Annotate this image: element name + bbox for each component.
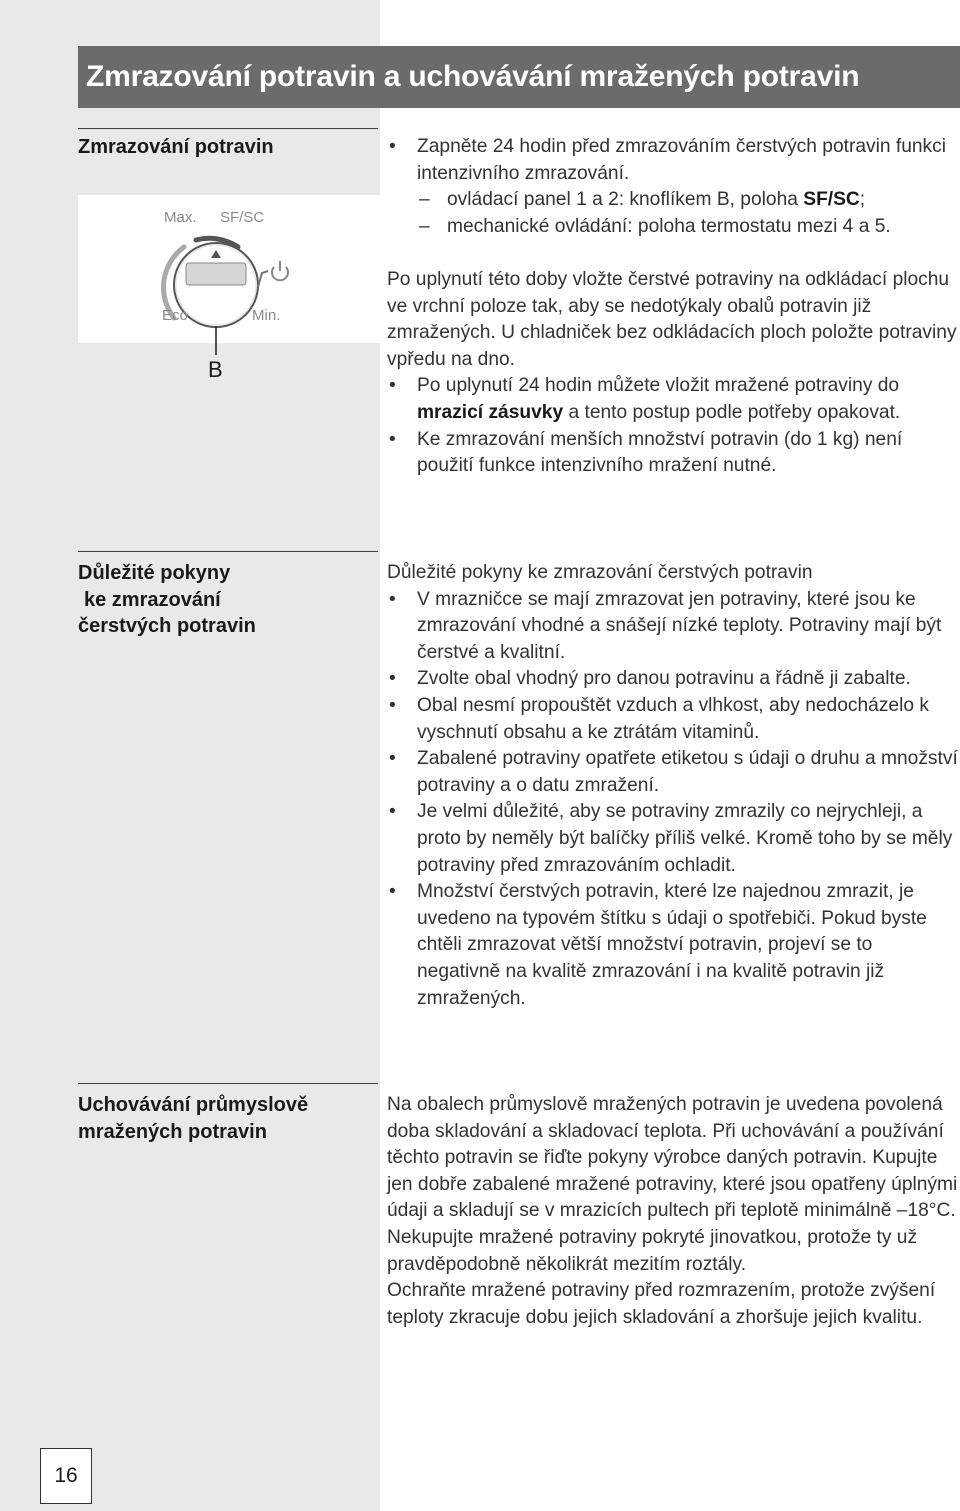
section2-content xyxy=(387,560,960,1012)
paragraph: Důležité pokyny ke zmrazování čerstvých potravin xyxy=(387,562,813,583)
section-rule xyxy=(78,1083,378,1084)
list-item: – ovládací panel 1 a 2: knoflíkem B, poloha SF/SC; xyxy=(387,187,960,214)
list-item: • Zapněte 24 hodin před zmrazováním čerstvých potravin funkci intenzivního zmrazování. xyxy=(387,134,960,187)
list-item: • Po uplynutí 24 hodin můžete vložit mražené potraviny do mrazicí zásuvky a tento postup podle potřeby opakovat. xyxy=(387,373,960,426)
list-item: • Obal nesmí propouštět vzduch a vlhkost, aby nedocházelo k vyschnutí obsahu a ke ztrátám vitaminů. xyxy=(387,693,960,746)
knob-label-sfsc: SF/SC xyxy=(220,209,265,226)
list-item: • Ke zmrazování menších množství potravin (do 1 kg) není použití funkce intenzivního mražení nutné. xyxy=(387,427,960,480)
list-item: • Zabalené potraviny opatřete etiketou s údaji o druhu a množství potraviny a o datu zmražení. xyxy=(387,746,960,799)
list-item: • V mrazničce se mají zmrazovat jen potraviny, které jsou ke zmrazování vhodné a snášejí nízké teploty. Potraviny mají být čerstvé a kvalitní. xyxy=(387,587,960,667)
section-rule xyxy=(78,128,378,129)
page-title: Zmrazování potravin a uchovávání mražených potravin xyxy=(86,60,860,93)
title-bar xyxy=(78,46,960,108)
list-item: – mechanické ovládání: poloha termostatu mezi 4 a 5. xyxy=(387,214,960,241)
knob-label-b: B xyxy=(208,357,223,382)
section-heading-freezing: Zmrazování potravin xyxy=(78,136,274,158)
section-heading-storage: Uchovávání průmyslově mražených potravin xyxy=(78,1094,309,1143)
control-knob-figure xyxy=(78,195,380,393)
knob-label-max: Max. xyxy=(164,209,197,226)
section-rule xyxy=(78,551,378,552)
paragraph: Po uplynutí této doby vložte čerstvé potraviny na odkládací plochu ve vrchní poloze tak, aby se nedotýkaly obalů potravin již zmražených. U chladniček bez odkládacích ploch položte potraviny vpředu na dno. xyxy=(387,268,957,370)
page-number: 16 xyxy=(40,1448,92,1504)
list-item: • Je velmi důležité, aby se potraviny zmrazily co nejrychleji, a proto by neměly být balíčky příliš velké. Kromě toho by se měly potraviny před zmrazováním ochladit. xyxy=(387,799,960,879)
knob-label-eco: Eco xyxy=(162,307,188,324)
list-item: • Množství čerstvých potravin, které lze najednou zmrazit, je uvedeno na typovém štítku s údaji o spotřebiči. Pokud byste chtěli zmrazovat větší množství potravin, projeví se to negativně na kvalitě zmrazování i na kvalitě potravin již zmražených. xyxy=(387,879,960,1012)
paragraph: Ochraňte mražené potraviny před rozmrazením, protože zvýšení teploty zkracuje dobu jejich skladování a zhoršuje jejich kvalitu. xyxy=(387,1280,936,1328)
section3-content xyxy=(387,1092,960,1331)
paragraph: Na obalech průmyslově mražených potravin je uvedena povolená doba skladování a skladovací teplota. Při uchovávání a používání těchto potravin se řiďte pokyny výrobce daných potravin. Kupujte jen dobře zabalené mražené potraviny, které jsou opatřeny úplnými údaji a skladují se v mrazicích pultech při teplotě minimálně –18°C. Nekupujte mražené potraviny pokryté jinovatkou, protože ty už pravděpodobně několikrát mezitím roztály. xyxy=(387,1094,958,1275)
list-item: • Zvolte obal vhodný pro danou potravinu a řádně ji zabalte. xyxy=(387,666,960,693)
knob-label-min: Min. xyxy=(252,307,281,324)
section-heading-important: Důležité pokyny ke zmrazování čerstvých potravin xyxy=(78,562,256,638)
section1-content xyxy=(387,134,960,480)
